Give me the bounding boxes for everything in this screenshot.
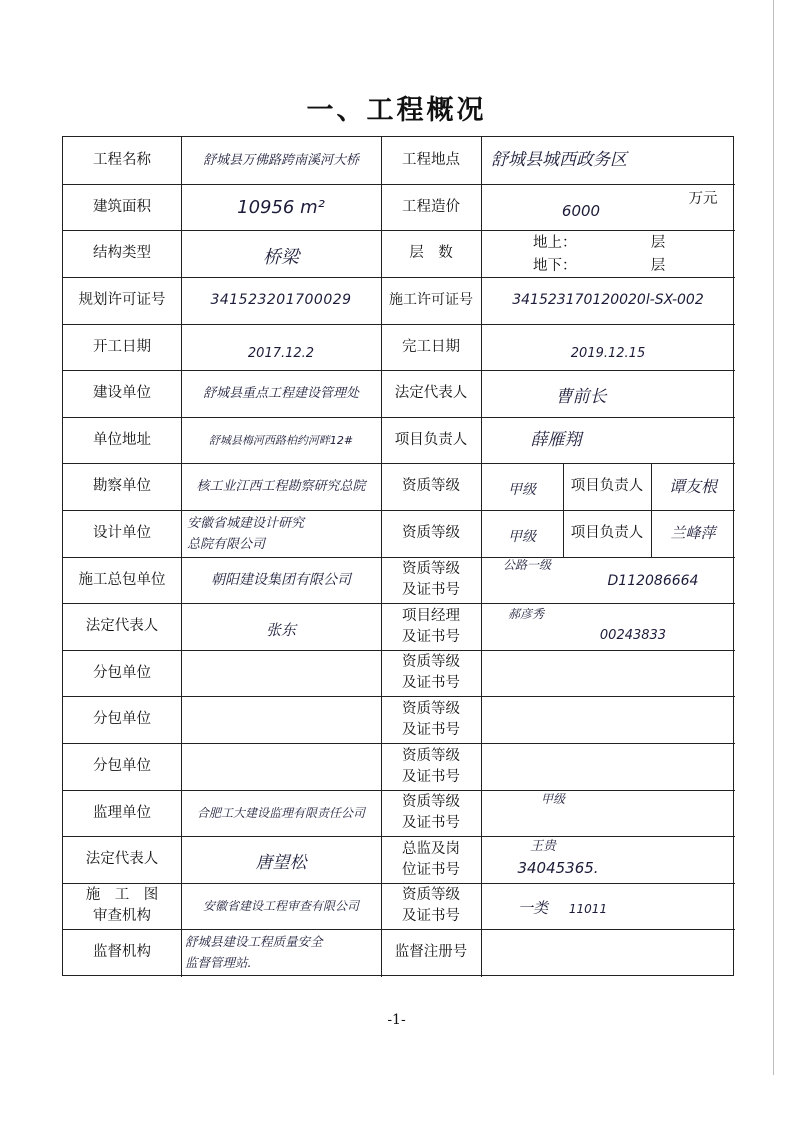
value-monitoring-agency-line1: 舒城县建设工程质量安全 xyxy=(185,934,323,949)
value-drawing-review-qual: 一类 xyxy=(517,898,548,917)
cost-unit: 万元 xyxy=(688,190,718,207)
value-unit-address: 舒城县梅河西路柏约河畔12# xyxy=(208,433,354,447)
value-gc-pm-name: 郝彦秀 xyxy=(508,606,545,621)
label-drawing-review-qual-cert xyxy=(381,883,481,929)
value-project-location: 舒城县城西政务区 xyxy=(491,150,627,170)
label-chief-sv-line1: 总监及岗 xyxy=(402,840,460,857)
value-chief-supervisor-name: 王贵 xyxy=(529,838,556,854)
value-monitoring-agency-line2: 监督管理站. xyxy=(185,955,252,970)
label-sub3-qual-cert xyxy=(381,743,481,790)
value-drawing-review-cert: 11011 xyxy=(568,901,608,916)
label-project-name: 工程名称 xyxy=(93,152,151,168)
value-supervision-qualification: 甲级 xyxy=(540,791,565,806)
label-sv-qual-line2: 及证书号 xyxy=(402,815,460,831)
label-construction-permit: 施工许可证号 xyxy=(389,292,473,308)
label-project-location: 工程地点 xyxy=(402,152,460,168)
label-drawing-review xyxy=(63,883,181,929)
value-gc-cert-no: D11208​6664 xyxy=(607,572,699,589)
label-survey-qualification: 资质等级 xyxy=(402,478,460,494)
value-design-pm: 兰峰萍 xyxy=(670,524,716,542)
label-survey-unit: 勘察单位 xyxy=(93,478,151,494)
value-supervision-unit: 合肥工大建设监理有限责任公司 xyxy=(196,805,365,820)
label-supervision-legal-rep: 法定代表人 xyxy=(85,851,159,867)
label-sub1-qual-line1: 资质等级 xyxy=(402,654,460,670)
label-gc-legal-rep: 法定代表人 xyxy=(85,618,159,634)
label-monitor-reg-no: 监督注册号 xyxy=(394,943,468,960)
label-subcontractor-1: 分包单位 xyxy=(93,664,151,681)
label-start-date: 开工日期 xyxy=(93,338,151,355)
label-sub2-qual-line1: 资质等级 xyxy=(402,700,460,717)
page-number: -1- xyxy=(387,1012,406,1028)
value-supervision-legal-rep: 唐望松 xyxy=(255,853,307,873)
project-overview-form xyxy=(62,136,734,976)
label-survey-pm: 项目负责人 xyxy=(570,478,644,494)
label-developer: 建设单位 xyxy=(93,385,151,401)
value-developer-pm: 薛雁翔 xyxy=(530,429,582,450)
label-floors: 层 数 xyxy=(409,245,453,261)
value-design-unit-line2: 总院有限公司 xyxy=(187,536,266,552)
label-sub3-qual-line2: 及证书号 xyxy=(402,768,460,785)
label-structure-type: 结构类型 xyxy=(93,245,151,261)
label-project-manager: 项目负责人 xyxy=(394,431,468,448)
scan-edge-line xyxy=(773,0,774,1075)
label-above-ground: 地上： xyxy=(533,234,577,251)
unit-below-ground: 层 xyxy=(650,257,666,274)
label-drawing-review-line2: 审查机构 xyxy=(93,908,151,924)
label-drawing-review-line1: 施 工 图 xyxy=(85,887,159,903)
label-building-area: 建筑面积 xyxy=(93,198,151,215)
label-planning-permit: 规划许可证号 xyxy=(78,292,166,308)
label-sv-qual-line1: 资质等级 xyxy=(402,794,460,810)
label-monitoring-agency: 监督机构 xyxy=(93,943,151,960)
value-survey-unit: 核工业江西工程勘察研究总院 xyxy=(196,479,366,494)
label-sub1-qual-line2: 及证书号 xyxy=(402,675,460,691)
label-sub3-qual-line1: 资质等级 xyxy=(402,747,460,764)
label-dr-qual-line1: 资质等级 xyxy=(402,887,460,903)
value-building-area: 10956 m² xyxy=(237,196,325,218)
page-title: 一、工程概况 xyxy=(306,95,487,126)
label-supervision-qual-cert xyxy=(381,790,481,836)
label-project-cost: 工程造价 xyxy=(402,198,460,215)
value-drawing-review-agency: 安徽省建设工程审查有限公司 xyxy=(202,898,359,913)
value-survey-pm: 谭友根 xyxy=(668,477,717,496)
value-gc-pm-cert: 00243833 xyxy=(599,627,667,643)
label-chief-supervisor-cert xyxy=(381,836,481,883)
label-gc-qual-line1: 资质等级 xyxy=(402,561,460,577)
value-project-cost: 6000 xyxy=(561,201,601,220)
value-chief-supervisor-cert: 34045365. xyxy=(517,858,599,877)
value-monitoring-agency xyxy=(181,929,381,975)
label-gc-pm-cert xyxy=(381,603,481,650)
label-completion-date: 完工日期 xyxy=(402,338,460,355)
value-survey-qualification: 甲级 xyxy=(508,482,536,498)
unit-above-ground: 层 xyxy=(650,234,666,251)
value-gc-qualification: 公路一级 xyxy=(503,557,552,572)
label-general-contractor: 施工总包单位 xyxy=(78,571,166,588)
label-gc-qualification-cert xyxy=(381,557,481,603)
value-structure-type: 桥梁 xyxy=(263,246,299,268)
label-design-qualification: 资质等级 xyxy=(402,525,460,541)
label-supervision-unit: 监理单位 xyxy=(93,804,151,821)
label-gc-qual-line2: 及证书号 xyxy=(402,582,460,598)
value-design-unit-line1: 安徽省城建设计研究 xyxy=(187,515,305,531)
value-construction-permit: 341523170120020l-SX-002 xyxy=(512,292,704,308)
value-gc-legal-rep: 张东 xyxy=(265,621,296,639)
value-completion-date: 2019.12.15 xyxy=(570,346,646,361)
label-dr-qual-line2: 及证书号 xyxy=(402,908,460,924)
label-gc-pm-line2: 及证书号 xyxy=(402,628,460,645)
label-legal-rep: 法定代表人 xyxy=(394,385,468,401)
value-developer: 舒城县重点工程建设管理处 xyxy=(202,386,359,401)
label-sub1-qual-cert xyxy=(381,650,481,696)
label-below-ground: 地下： xyxy=(533,257,577,274)
label-design-pm: 项目负责人 xyxy=(570,525,644,541)
value-planning-permit: 341523201700029 xyxy=(210,292,352,308)
label-subcontractor-3: 分包单位 xyxy=(93,758,151,774)
label-chief-sv-line2: 位证书号 xyxy=(402,861,460,878)
value-project-name: 舒城县万佛路跨南溪河大桥 xyxy=(202,153,359,168)
value-general-contractor: 朝阳建设集团有限公司 xyxy=(211,571,351,588)
label-sub2-qual-line2: 及证书号 xyxy=(402,721,460,738)
label-sub2-qual-cert xyxy=(381,696,481,743)
value-developer-legal-rep: 曹前长 xyxy=(555,386,607,407)
label-unit-address: 单位地址 xyxy=(93,431,151,448)
value-design-unit xyxy=(181,510,381,557)
label-gc-pm-line1: 项目经理 xyxy=(402,607,460,624)
label-subcontractor-2: 分包单位 xyxy=(93,711,151,727)
value-start-date: 2017.12.2 xyxy=(247,346,315,361)
label-design-unit: 设计单位 xyxy=(93,525,151,541)
value-design-qualification: 甲级 xyxy=(508,529,536,545)
